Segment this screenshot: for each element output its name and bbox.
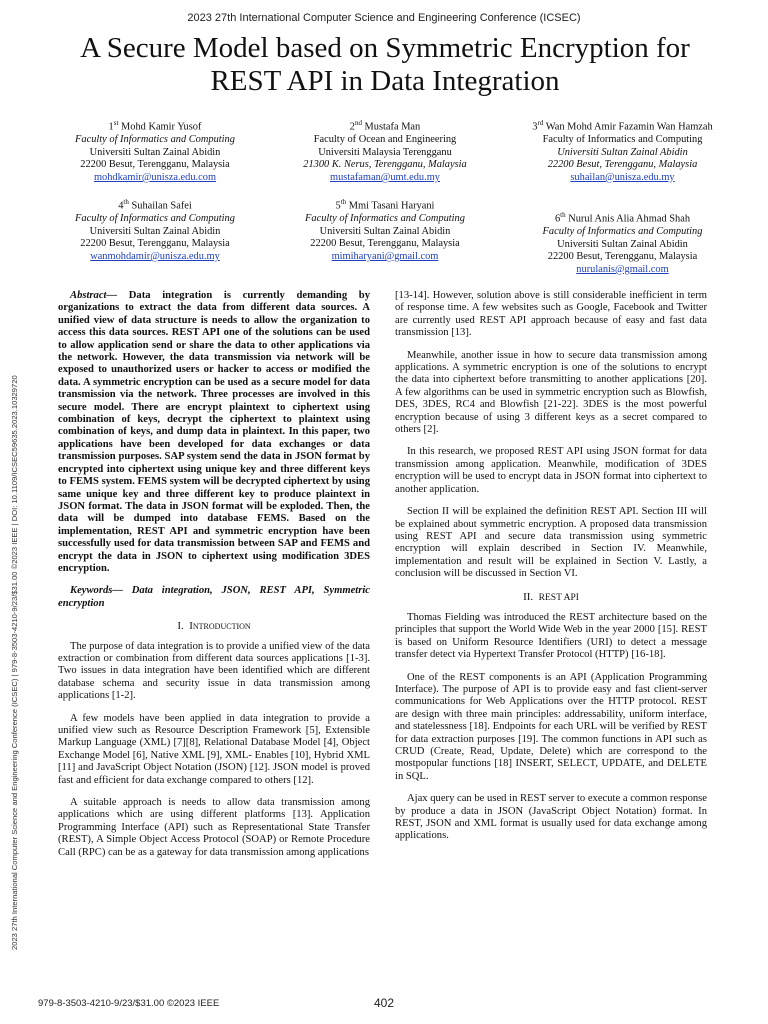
rest-paragraph-1: Thomas Fielding was introduced the REST architecture based on the principles that support the World Wide Web in the year 2000 [15]. REST is based on Uniform Resource Identifiers (URI) to detect a message transfer detect via Hypertext Transfer Protocol (HTTP) [16-18]. bbox=[395, 611, 707, 661]
conference-header: 2023 27th International Computer Science and Engineering Conference (ICSEC) bbox=[187, 12, 581, 24]
author-name: 6th Nurul Anis Alia Ahmad Shah bbox=[554, 211, 691, 225]
keywords: Keywords— Data integration, JSON, REST API, Symmetric encryption bbox=[58, 585, 370, 609]
author-address: 22200 Besut, Terengganu, Malaysia bbox=[310, 238, 460, 250]
intro-continued-paragraph: [13-14]. However, solution above is still considerable inefficient in term of response time. A few websites such as Google, Facebook and Twitter are currently used REST API approach because of easy and fast data transmission [13]. bbox=[395, 290, 707, 339]
author-name: 2nd Mustafa Man bbox=[349, 119, 421, 133]
author-name: 5th Mmi Tasani Haryani bbox=[335, 198, 435, 212]
author-address: 22200 Besut, Terengganu, Malaysia bbox=[547, 159, 698, 171]
abstract-label: Abstract— bbox=[70, 290, 118, 301]
author-university: Universiti Sultan Zainal Abidin bbox=[89, 225, 221, 237]
author-4 bbox=[40, 196, 270, 263]
paper-title bbox=[30, 32, 740, 98]
title-line-2: REST API in Data Integration bbox=[210, 65, 560, 97]
author-email-link[interactable]: wanmohdamir@unisza.edu.my bbox=[90, 250, 220, 262]
right-column bbox=[395, 290, 707, 853]
author-email-link[interactable]: mustafaman@umt.edu.my bbox=[330, 171, 440, 183]
left-column bbox=[58, 290, 370, 869]
author-affiliation: Faculty of Informatics and Computing bbox=[305, 213, 465, 225]
page-number: 402 bbox=[373, 996, 395, 1010]
intro-paragraph-1: The purpose of data integration is to provide a unified view of the data extraction or combination from different data sources applications [1-3]. Two issues in data integration have been identified which are different database schema and security issue in data transmission among applications [1-2]. bbox=[58, 640, 370, 702]
author-5 bbox=[270, 196, 500, 263]
rest-paragraph-2: One of the REST components is an API (Application Programming Interface). The purpose of API is to provide easy and fast client-server communications for Web Applications over the HTTP protocol. REST are design with three main principles: addressability, uniform interface, and statelessness [18]. Endpoints for each URL will be verified by REST for data extraction purposes [19]. The common functions in API such as CRUD (Create, Read, Update, Delete) which are correspond to the mostpopular functions [18] INSERT, SELECT, UPDATE, and DELETE in SQL. bbox=[395, 671, 707, 782]
abstract bbox=[58, 290, 370, 575]
author-affiliation: Faculty of Ocean and Engineering bbox=[313, 134, 457, 146]
author-affiliation: Faculty of Informatics and Computing bbox=[75, 213, 235, 225]
author-university: Universiti Malaysia Terengganu bbox=[318, 146, 452, 158]
author-email-link[interactable]: mimiharyani@gmail.com bbox=[331, 250, 439, 262]
abstract-body: Data integration is currently demanding by organizations to extract the data from different data sources. A unified view of data structure is needs to allow the organization to access this data sources. REST API one of the solutions can be used to allow application send or share the data to other applications via the network. However, the data transmission via network will be exposed to unauthorized users or hacker to access or modified the data. A symmetric encryption can be used as a secure model for data transmission via the network. Three processes are involved in this secure model. There are encrypt plaintext to ciphertext using combination of keys, decrypt the ciphertext to plaintext using combination of keys, and dump data in plaintext. In this paper, two applications have been developed for data exchanges or data transmission purposes. SAP system send the data in JSON format by encrypted into ciphertext using unique key and three different keys to FEMS system. FEMS system will be decrypted ciphertext by using same unique key and three different key to produce plaintext in JSON format. The data in JSON format will be exploded. Then, the data will be dumped into database FEMS. Based on the implementation, REST API and symmetric encryption have been successfully used for data transmission between SAP and FEMS and encrypt the data in JSON to ciphertext using modification 3DES encryption. bbox=[58, 290, 370, 574]
author-address: 22200 Besut, Terengganu, Malaysia bbox=[80, 159, 230, 171]
author-address: 22200 Besut, Terengganu, Malaysia bbox=[547, 251, 698, 263]
author-1 bbox=[40, 117, 270, 184]
author-address: 21300 K. Nerus, Terengganu, Malaysia bbox=[303, 159, 467, 171]
title-line-1: A Secure Model based on Symmetric Encryption for bbox=[80, 32, 690, 64]
section-heading-introduction: I. Introduction bbox=[177, 620, 251, 633]
side-doi-strip: 2023 27th International Computer Science and Engineering Conference (ICSEC) | 979-8-3503-4210-9/23/$31.00 ©2023 IEEE | DOI: 10.1109/ICSEC59635.2023.10329720 bbox=[10, 375, 19, 950]
author-affiliation: Faculty of Informatics and Computing bbox=[542, 226, 703, 238]
author-university: Universiti Sultan Zainal Abidin bbox=[319, 225, 451, 237]
author-address: 22200 Besut, Terengganu, Malaysia bbox=[80, 238, 230, 250]
section-heading-rest-api: II. REST API bbox=[523, 590, 579, 603]
author-email-link[interactable]: mohdkamir@unisza.edu.com bbox=[93, 171, 217, 183]
author-affiliation: Faculty of Informatics and Computing bbox=[542, 134, 703, 146]
author-name: 3rd Wan Mohd Amir Fazamin Wan Hamzah bbox=[532, 119, 713, 133]
author-2 bbox=[270, 117, 500, 184]
author-3 bbox=[505, 117, 740, 184]
intro-paragraph-4: Meanwhile, another issue in how to secure data transmission among applications. A symmetric encryption is one of the solutions to encrypt the data into ciphertext before transmitting to another applications [20]. A few algorithms can be used in symmetric encryption such as Blowfish, DES, 3DES, RC4 and Blowfish [21-22]. 3DES is the most powerful encryption because of using 3 different keys as a secret compared to others [2]. bbox=[395, 349, 707, 436]
author-affiliation: Faculty of Informatics and Computing bbox=[75, 134, 235, 146]
author-university: Universiti Sultan Zainal Abidin bbox=[557, 238, 688, 250]
author-email-link[interactable]: nurulanis@gmail.com bbox=[576, 263, 669, 275]
footer-copyright: 979-8-3503-4210-9/23/$31.00 ©2023 IEEE bbox=[38, 998, 220, 1009]
intro-paragraph-5: In this research, we proposed REST API using JSON format for data transmission among application. Meanwhile, modification of 3DES encryption will be used to encrypt data in JSON format into ciphertext to another application. bbox=[395, 446, 707, 495]
author-university: Universiti Sultan Zainal Abidin bbox=[89, 146, 221, 158]
author-name: 1st Mohd Kamir Yusof bbox=[108, 119, 202, 133]
intro-paragraph-6: Section II will be explained the definition REST API. Section III will be explained about symmetric encryption. A proposed data transmission using REST API and secure data transmission using symmetric encryption will explain described in Section IV. Meanwhile, implementation and result will be explained in Section V. Lastly, a conclusion will be discussed in Section VI. bbox=[395, 506, 707, 580]
intro-paragraph-3: A suitable approach is needs to allow data transmission among applications which are using different platforms [13]. Application Programming Interface (API) such as Representational State Transfer (REST), A Simple Object Access Protocol (SOAP) or Remote Procedure Call (RPC) can be as a gateway for data transmission among applications bbox=[58, 797, 370, 858]
rest-paragraph-3: Ajax query can be used in REST server to execute a common response by produce a data in JSON (JavaScript Object Notation) format. In REST, JSON and XML format is usually used for data exchange among applications. bbox=[395, 793, 707, 842]
intro-paragraph-2: A few models have been applied in data integration to provide a unified view such as Resource Description Framework [5], Extensible Markup Language (XML) [7][8], Relational Database Model [4], Object Exchange Model [6], Native XML [9], XML- Enables [10], Hybrid XML [11] and JavaScript Object Notation (JSON) [12]. JSON model is proved fast and efficient for data exchange compared to others [12]. bbox=[58, 712, 370, 786]
author-university: Universiti Sultan Zainal Abidin bbox=[557, 146, 688, 158]
author-6 bbox=[505, 209, 740, 276]
author-email-link[interactable]: suhailan@unisza.edu.my bbox=[570, 171, 675, 183]
author-name: 4th Suhailan Safei bbox=[118, 198, 192, 212]
